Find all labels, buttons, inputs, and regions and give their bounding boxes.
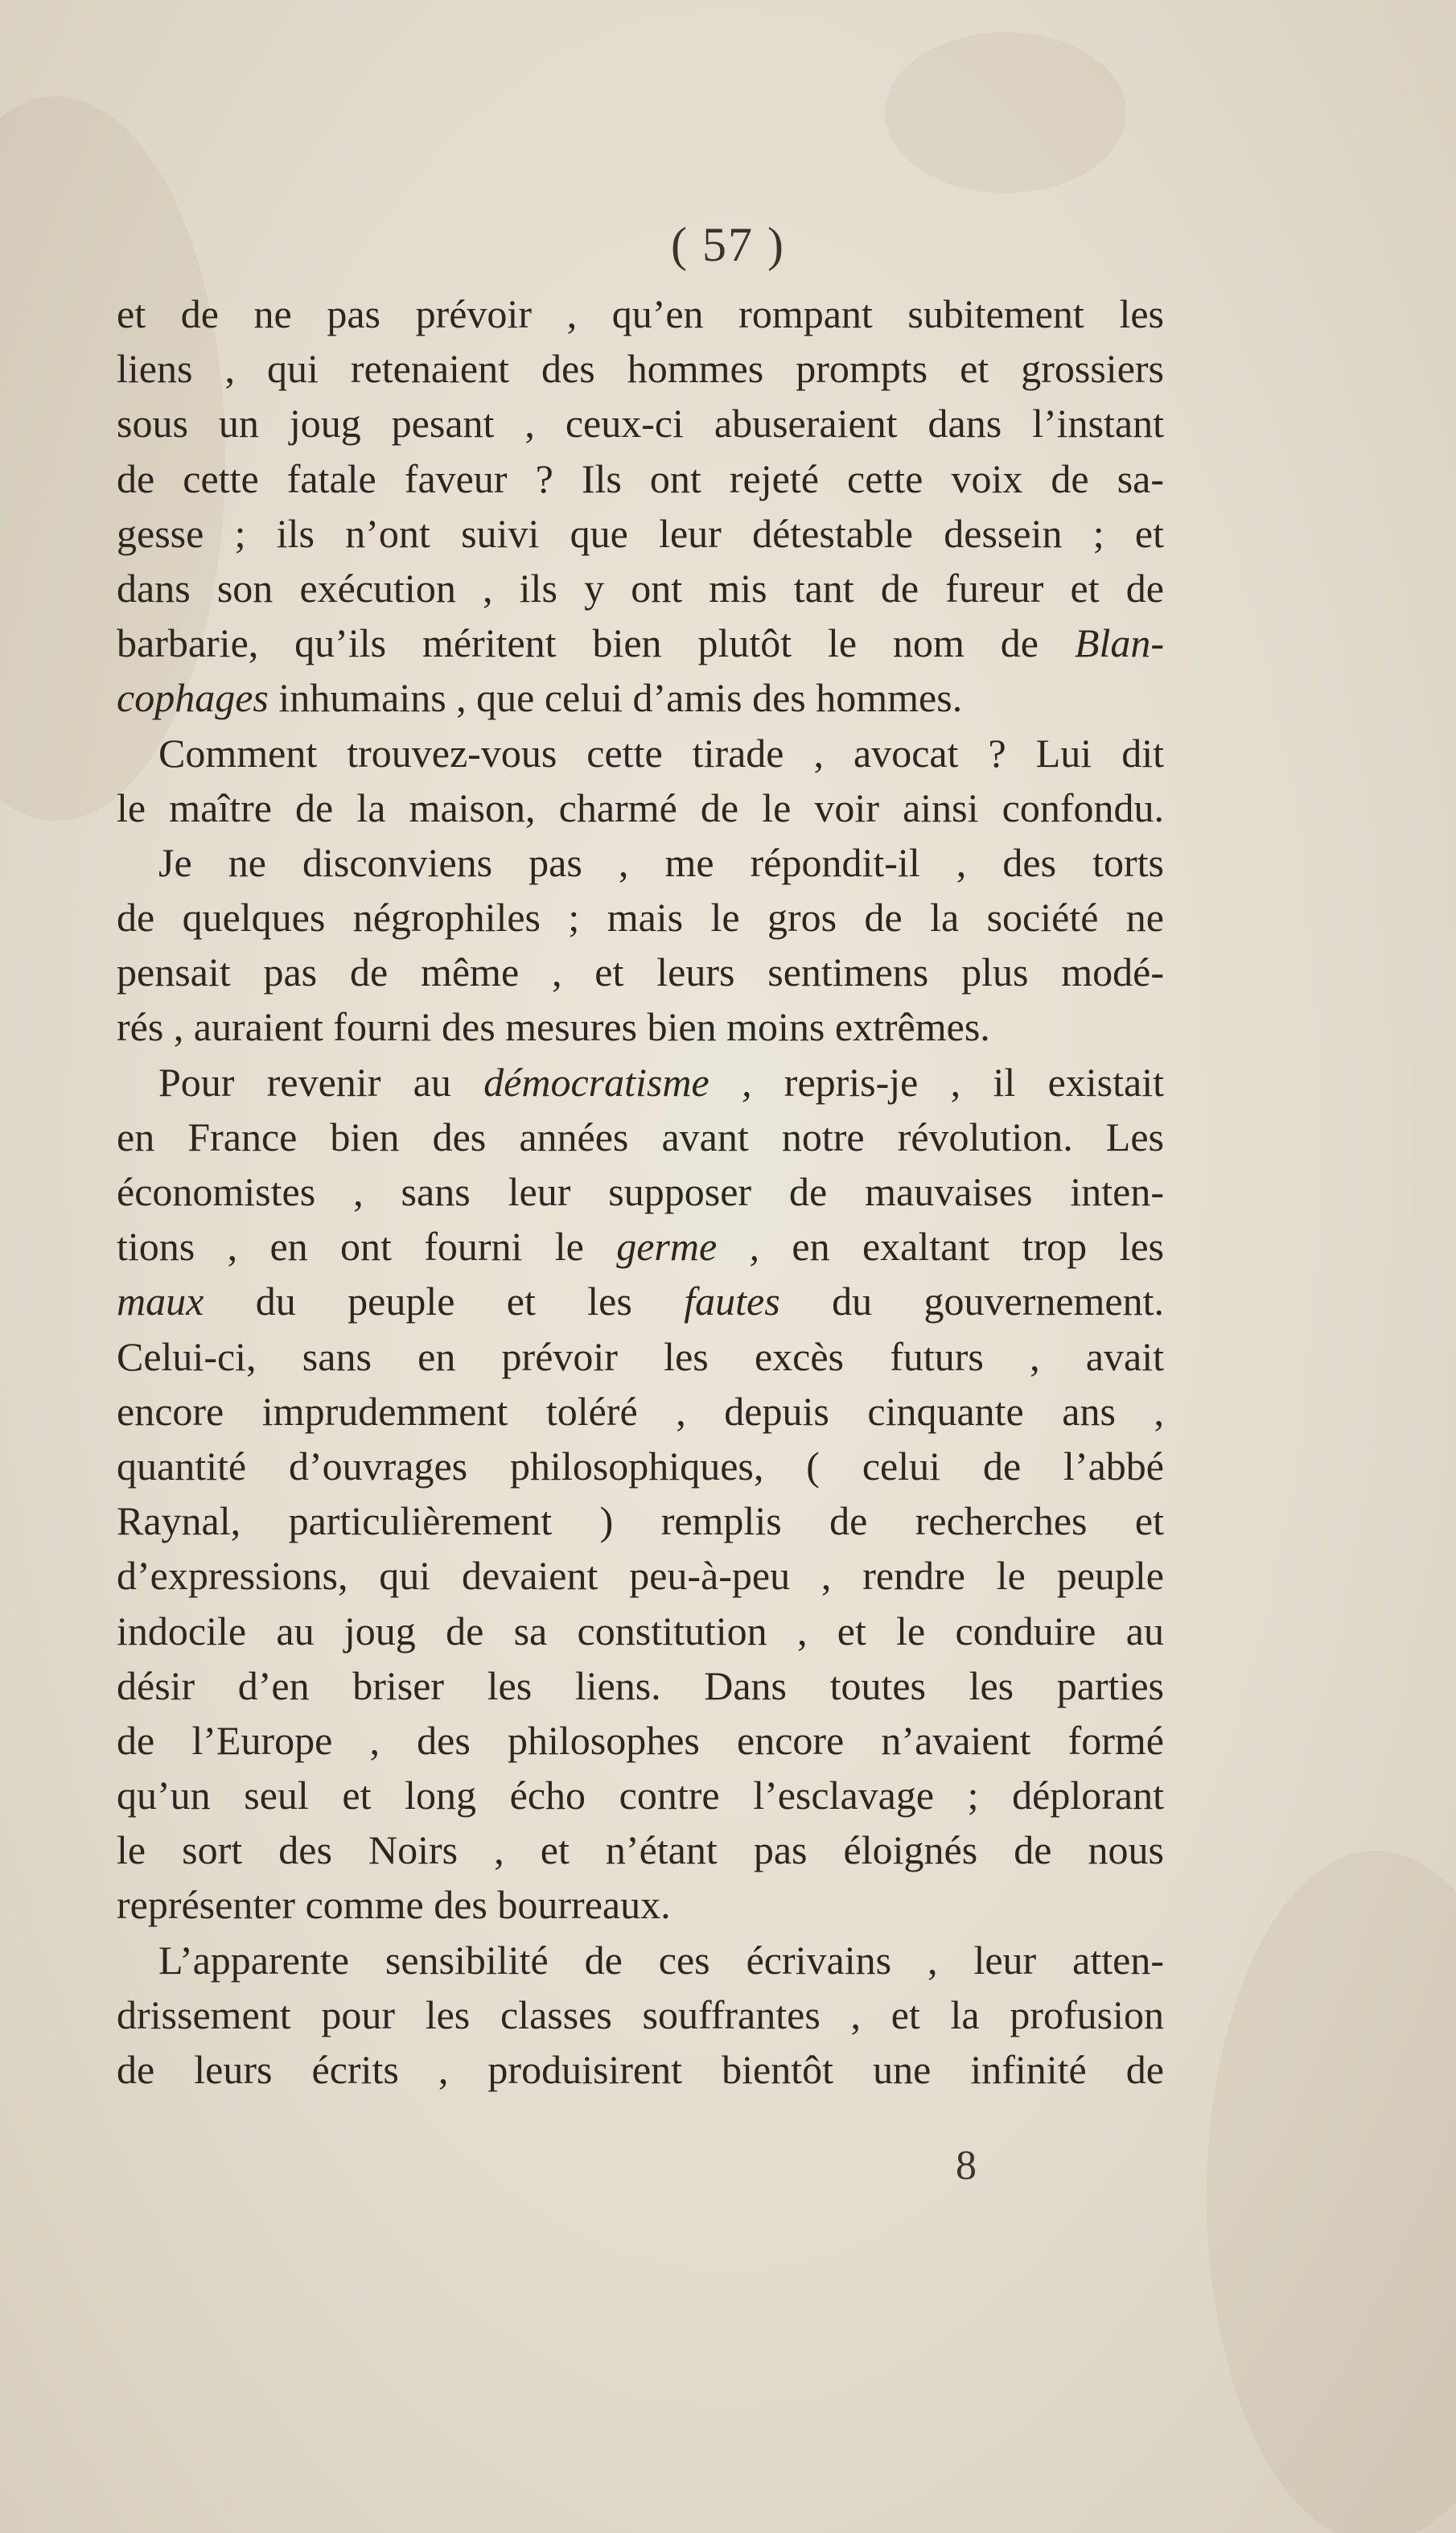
- text-line: [117, 1274, 1164, 1328]
- text-line: représenter comme des bourreaux.: [117, 1882, 671, 1928]
- text-segment: repris-je , il existait: [751, 1059, 1164, 1105]
- text-line: Celui-ci, sans en prévoir les excès futurs , avait: [117, 1333, 1164, 1379]
- text-line: sous un joug pesant , ceux-ci abuseraient dans l’instant: [117, 401, 1164, 447]
- text-line: de quelques négrophiles ; mais le gros de la société ne: [117, 895, 1164, 941]
- text-line: L’apparente sensibilité de ces écrivains , leur atten-: [158, 1937, 1164, 1983]
- text-line: encore imprudemment toléré , depuis cinquante ans ,: [117, 1388, 1164, 1434]
- italic-segment: démocratisme ,: [483, 1059, 752, 1105]
- text-line: économistes , sans leur supposer de mauvaises inten-: [117, 1169, 1164, 1214]
- text-line: pensait pas de même , et leurs sentimens plus modé-: [117, 949, 1164, 995]
- italic-segment: maux: [117, 1279, 204, 1324]
- text-line: [117, 1219, 1164, 1274]
- page-number: ( 57 ): [671, 218, 785, 271]
- text-line: Comment trouvez-vous cette tirade , avocat ? Lui dit: [158, 730, 1164, 776]
- text-line: gesse ; ils n’ont suivi que leur détestable dessein ; et: [117, 510, 1164, 556]
- text-segment: du gouvernement.: [779, 1279, 1165, 1324]
- text-line: indocile au joug de sa constitution , et le conduire au: [117, 1608, 1164, 1654]
- text-line: désir d’en briser les liens. Dans toutes les parties: [117, 1662, 1164, 1708]
- text-line: drissement pour les classes souffrantes , et la profusion: [117, 1991, 1164, 2037]
- text-segment: inhumains , que celui d’amis des hommes.: [268, 675, 963, 721]
- text-line: quantité d’ouvrages philosophiques, ( celui de l’abbé: [117, 1443, 1164, 1489]
- text-line: en France bien des années avant notre révolution. Les: [117, 1114, 1164, 1159]
- text-line: Raynal, particulièrement ) remplis de recherches et: [117, 1498, 1164, 1544]
- paper-stain: [885, 32, 1126, 193]
- text-line: Je ne disconviens pas , me répondit-il , des torts: [158, 839, 1164, 885]
- text-line: et de ne pas prévoir , qu’en rompant subitement les: [117, 291, 1164, 336]
- text-line: de cette fatale faveur ? Ils ont rejeté cette voix de sa-: [117, 455, 1164, 501]
- text-segment: barbarie, qu’ils méritent bien plutôt le nom de: [117, 620, 1075, 666]
- text-segment: du peuple et les: [204, 1279, 685, 1324]
- text-segment: Pour revenir au: [158, 1059, 484, 1105]
- signature-mark: 8: [956, 2143, 977, 2189]
- italic-segment: cophages: [117, 675, 269, 721]
- text-line: d’expressions, qui devaient peu-à-peu , rendre le peuple: [117, 1553, 1164, 1599]
- text-line: de l’Europe , des philosophes encore n’avaient formé: [117, 1717, 1164, 1763]
- text-segment: en exaltant trop les: [759, 1224, 1164, 1270]
- paper-stain: [1207, 1851, 1456, 2533]
- italic-segment: fautes: [684, 1279, 780, 1324]
- text-line: qu’un seul et long écho contre l’esclavage ; déplorant: [117, 1773, 1164, 1818]
- text-line: de leurs écrits , produisirent bientôt une infinité de: [117, 2047, 1164, 2092]
- text-line: rés , auraient fourni des mesures bien moins extrêmes.: [117, 1004, 990, 1050]
- text-line: le maître de la maison, charmé de le voir ainsi confondu.: [117, 785, 1164, 830]
- text-segment: tions , en ont fourni le: [117, 1224, 617, 1270]
- text-line: dans son exécution , ils y ont mis tant de fureur et de: [117, 565, 1164, 611]
- body-text: [117, 286, 1164, 2097]
- text-line: [117, 670, 1164, 725]
- italic-segment: germe ,: [616, 1224, 760, 1270]
- text-line: [117, 616, 1164, 670]
- text-line: liens , qui retenaient des hommes prompts et grossiers: [117, 346, 1164, 392]
- italic-segment: Blan-: [1074, 620, 1164, 666]
- text-line: [117, 1055, 1164, 1110]
- text-line: le sort des Noirs , et n’étant pas éloignés de nous: [117, 1827, 1164, 1873]
